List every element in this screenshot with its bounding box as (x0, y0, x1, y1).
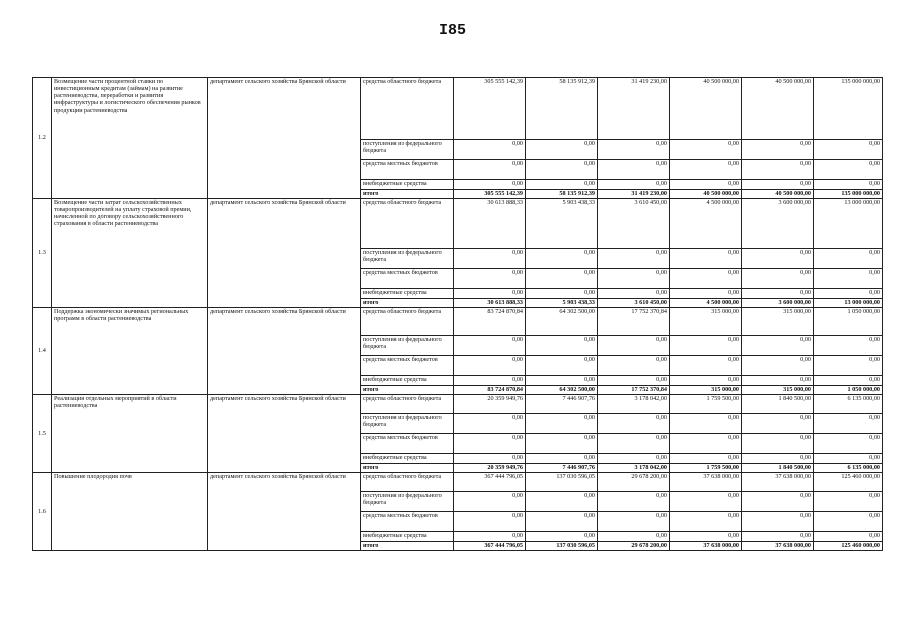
funding-source: средства областного бюджета (361, 78, 454, 140)
table-row (33, 199, 883, 249)
section-number: 1.3 (33, 199, 52, 308)
amount-cell: 6 135 000,00 (814, 395, 883, 414)
amount-cell: 315 000,00 (670, 308, 742, 336)
amount-cell: 0,00 (814, 289, 883, 299)
amount-cell: 6 135 000,00 (814, 464, 883, 473)
amount-cell: 3 610 450,00 (598, 299, 670, 308)
amount-cell: 0,00 (454, 454, 526, 464)
amount-cell: 20 359 949,76 (454, 395, 526, 414)
amount-cell: 5 903 438,33 (526, 199, 598, 249)
amount-cell: 0,00 (526, 269, 598, 289)
amount-cell: 0,00 (598, 356, 670, 376)
funding-source: средства местных бюджетов (361, 434, 454, 454)
amount-cell: 0,00 (526, 414, 598, 434)
amount-cell: 7 446 907,76 (526, 395, 598, 414)
section-number: 1.6 (33, 473, 52, 551)
amount-cell: 0,00 (670, 336, 742, 356)
amount-cell: 1 840 500,00 (742, 464, 814, 473)
amount-cell: 40 500 000,00 (742, 78, 814, 140)
amount-cell: 367 444 796,05 (454, 542, 526, 551)
amount-cell: 0,00 (670, 140, 742, 160)
table-row (33, 473, 883, 492)
amount-cell: 135 000 000,00 (814, 190, 883, 199)
amount-cell: 135 000 000,00 (814, 78, 883, 140)
amount-cell: 1 759 500,00 (670, 464, 742, 473)
amount-cell: 137 030 596,05 (526, 473, 598, 492)
amount-cell: 0,00 (670, 376, 742, 386)
amount-cell: 367 444 796,05 (454, 473, 526, 492)
amount-cell: 0,00 (742, 160, 814, 180)
amount-cell: 0,00 (814, 356, 883, 376)
amount-cell: 0,00 (814, 269, 883, 289)
amount-cell: 0,00 (742, 269, 814, 289)
funding-source: поступления из федерального бюджета (361, 336, 454, 356)
measure-name: Поддержка экономически значимых региональных программ в области растениеводства (52, 308, 208, 395)
amount-cell: 1 759 500,00 (670, 395, 742, 414)
amount-cell: 37 638 000,00 (742, 473, 814, 492)
funding-source: средства областного бюджета (361, 308, 454, 336)
amount-cell: 0,00 (670, 434, 742, 454)
amount-cell: 4 500 000,00 (670, 199, 742, 249)
amount-cell: 64 302 500,00 (526, 386, 598, 395)
amount-cell: 30 613 888,33 (454, 299, 526, 308)
budget-table (32, 77, 883, 551)
amount-cell: 0,00 (454, 249, 526, 269)
amount-cell: 40 500 000,00 (742, 190, 814, 199)
amount-cell: 17 752 370,84 (598, 386, 670, 395)
amount-cell: 0,00 (598, 376, 670, 386)
amount-cell: 37 638 000,00 (742, 542, 814, 551)
funding-source: поступления из федерального бюджета (361, 492, 454, 512)
amount-cell: 125 460 000,00 (814, 542, 883, 551)
amount-cell: 29 678 200,00 (598, 473, 670, 492)
amount-cell: 0,00 (454, 160, 526, 180)
executor: департамент сельского хозяйства Брянской области (208, 395, 361, 473)
funding-source: внебюджетные средства (361, 289, 454, 299)
amount-cell: 0,00 (670, 180, 742, 190)
amount-cell: 17 752 370,84 (598, 308, 670, 336)
funding-source: поступления из федерального бюджета (361, 140, 454, 160)
executor: департамент сельского хозяйства Брянской области (208, 473, 361, 551)
amount-cell: 0,00 (598, 512, 670, 532)
amount-cell: 0,00 (526, 356, 598, 376)
funding-source: средства местных бюджетов (361, 512, 454, 532)
amount-cell: 0,00 (598, 269, 670, 289)
amount-cell: 0,00 (742, 140, 814, 160)
amount-cell: 5 903 438,33 (526, 299, 598, 308)
amount-cell: 0,00 (454, 376, 526, 386)
funding-source: средства местных бюджетов (361, 356, 454, 376)
measure-name: Повышение плодородия почв (52, 473, 208, 551)
amount-cell: 0,00 (742, 414, 814, 434)
amount-cell: 305 555 142,39 (454, 78, 526, 140)
funding-source: средства областного бюджета (361, 199, 454, 249)
amount-cell: 83 724 870,84 (454, 308, 526, 336)
amount-cell: 0,00 (742, 180, 814, 190)
amount-cell: 0,00 (526, 160, 598, 180)
funding-source: внебюджетные средства (361, 376, 454, 386)
funding-source: итого (361, 299, 454, 308)
amount-cell: 0,00 (454, 512, 526, 532)
amount-cell: 0,00 (814, 180, 883, 190)
amount-cell: 13 000 000,00 (814, 199, 883, 249)
amount-cell: 0,00 (670, 414, 742, 434)
amount-cell: 1 050 000,00 (814, 386, 883, 395)
amount-cell: 315 000,00 (742, 308, 814, 336)
amount-cell: 0,00 (814, 140, 883, 160)
page-number: I85 (438, 22, 466, 39)
table-row (33, 308, 883, 336)
amount-cell: 0,00 (526, 512, 598, 532)
executor: департамент сельского хозяйства Брянской области (208, 308, 361, 395)
amount-cell: 0,00 (670, 160, 742, 180)
amount-cell: 40 500 000,00 (670, 190, 742, 199)
amount-cell: 3 600 000,00 (742, 199, 814, 249)
amount-cell: 40 500 000,00 (670, 78, 742, 140)
amount-cell: 0,00 (742, 512, 814, 532)
amount-cell: 3 600 000,00 (742, 299, 814, 308)
amount-cell: 0,00 (598, 414, 670, 434)
amount-cell: 0,00 (454, 434, 526, 454)
funding-source: итого (361, 386, 454, 395)
amount-cell: 0,00 (598, 140, 670, 160)
amount-cell: 30 613 888,33 (454, 199, 526, 249)
funding-source: средства областного бюджета (361, 473, 454, 492)
amount-cell: 0,00 (526, 434, 598, 454)
amount-cell: 0,00 (742, 532, 814, 542)
executor: департамент сельского хозяйства Брянской области (208, 78, 361, 199)
amount-cell: 0,00 (670, 269, 742, 289)
amount-cell: 20 359 949,76 (454, 464, 526, 473)
amount-cell: 0,00 (598, 289, 670, 299)
amount-cell: 4 500 000,00 (670, 299, 742, 308)
amount-cell: 315 000,00 (742, 386, 814, 395)
amount-cell: 0,00 (454, 336, 526, 356)
amount-cell: 0,00 (454, 140, 526, 160)
executor: департамент сельского хозяйства Брянской области (208, 199, 361, 308)
section-number: 1.2 (33, 78, 52, 199)
amount-cell: 0,00 (742, 376, 814, 386)
amount-cell: 0,00 (814, 376, 883, 386)
amount-cell: 3 610 450,00 (598, 199, 670, 249)
amount-cell: 0,00 (598, 454, 670, 464)
amount-cell: 0,00 (598, 249, 670, 269)
amount-cell: 0,00 (814, 160, 883, 180)
amount-cell: 0,00 (598, 492, 670, 512)
amount-cell: 0,00 (526, 180, 598, 190)
measure-name: Возмещение части процентной ставки по инвестиционным кредитам (займам) на развитие растениеводства, переработки и развития инфраструктуры и логистического обеспечения рынков продукции растениеводства (52, 78, 208, 199)
amount-cell: 125 460 000,00 (814, 473, 883, 492)
amount-cell: 1 050 000,00 (814, 308, 883, 336)
amount-cell: 37 638 000,00 (670, 473, 742, 492)
table-row (33, 78, 883, 140)
amount-cell: 0,00 (526, 532, 598, 542)
section-number: 1.4 (33, 308, 52, 395)
amount-cell: 0,00 (526, 376, 598, 386)
funding-source: средства местных бюджетов (361, 160, 454, 180)
funding-source: поступления из федерального бюджета (361, 249, 454, 269)
amount-cell: 0,00 (454, 532, 526, 542)
amount-cell: 0,00 (814, 414, 883, 434)
amount-cell: 0,00 (742, 356, 814, 376)
funding-source: итого (361, 464, 454, 473)
amount-cell: 0,00 (598, 180, 670, 190)
amount-cell: 0,00 (814, 434, 883, 454)
funding-source: итого (361, 542, 454, 551)
amount-cell: 137 030 596,05 (526, 542, 598, 551)
amount-cell: 83 724 870,84 (454, 386, 526, 395)
amount-cell: 0,00 (814, 532, 883, 542)
amount-cell: 0,00 (670, 249, 742, 269)
amount-cell: 31 419 230,00 (598, 190, 670, 199)
measure-name: Возмещение части затрат сельскохозяйственных товаропроизводителей на уплату страховой премии, начисленной по договору сельскохозяйственного страхования в области растениеводства (52, 199, 208, 308)
amount-cell: 305 555 142,39 (454, 190, 526, 199)
amount-cell: 0,00 (598, 160, 670, 180)
amount-cell: 0,00 (670, 512, 742, 532)
amount-cell: 0,00 (670, 532, 742, 542)
amount-cell: 3 178 042,00 (598, 395, 670, 414)
amount-cell: 0,00 (814, 492, 883, 512)
amount-cell: 0,00 (526, 289, 598, 299)
amount-cell: 13 000 000,00 (814, 299, 883, 308)
amount-cell: 0,00 (814, 336, 883, 356)
amount-cell: 0,00 (742, 249, 814, 269)
amount-cell: 1 840 500,00 (742, 395, 814, 414)
amount-cell: 0,00 (526, 336, 598, 356)
amount-cell: 0,00 (742, 434, 814, 454)
amount-cell: 37 638 000,00 (670, 542, 742, 551)
funding-source: поступления из федерального бюджета (361, 414, 454, 434)
measure-name: Реализация отдельных мероприятий в области растениеводства (52, 395, 208, 473)
amount-cell: 0,00 (742, 336, 814, 356)
amount-cell: 0,00 (454, 269, 526, 289)
funding-source: итого (361, 190, 454, 199)
funding-source: средства местных бюджетов (361, 269, 454, 289)
amount-cell: 0,00 (598, 434, 670, 454)
funding-source: внебюджетные средства (361, 454, 454, 464)
amount-cell: 0,00 (454, 289, 526, 299)
amount-cell: 0,00 (670, 492, 742, 512)
amount-cell: 0,00 (814, 512, 883, 532)
amount-cell: 0,00 (670, 289, 742, 299)
amount-cell: 7 446 907,76 (526, 464, 598, 473)
funding-source: внебюджетные средства (361, 532, 454, 542)
amount-cell: 29 678 200,00 (598, 542, 670, 551)
amount-cell: 0,00 (742, 492, 814, 512)
amount-cell: 0,00 (454, 414, 526, 434)
amount-cell: 0,00 (598, 532, 670, 542)
amount-cell: 0,00 (742, 454, 814, 464)
amount-cell: 0,00 (814, 249, 883, 269)
amount-cell: 0,00 (454, 180, 526, 190)
funding-source: внебюджетные средства (361, 180, 454, 190)
amount-cell: 0,00 (526, 140, 598, 160)
amount-cell: 3 178 042,00 (598, 464, 670, 473)
amount-cell: 0,00 (526, 249, 598, 269)
amount-cell: 64 302 500,00 (526, 308, 598, 336)
amount-cell: 0,00 (670, 356, 742, 376)
amount-cell: 0,00 (598, 336, 670, 356)
table-row (33, 395, 883, 414)
amount-cell: 0,00 (454, 356, 526, 376)
amount-cell: 0,00 (526, 454, 598, 464)
amount-cell: 315 000,00 (670, 386, 742, 395)
amount-cell: 0,00 (526, 492, 598, 512)
amount-cell: 58 135 912,39 (526, 78, 598, 140)
amount-cell: 0,00 (814, 454, 883, 464)
amount-cell: 58 135 912,39 (526, 190, 598, 199)
amount-cell: 0,00 (670, 454, 742, 464)
amount-cell: 31 419 230,00 (598, 78, 670, 140)
funding-source: средства областного бюджета (361, 395, 454, 414)
amount-cell: 0,00 (742, 289, 814, 299)
amount-cell: 0,00 (454, 492, 526, 512)
section-number: 1.5 (33, 395, 52, 473)
